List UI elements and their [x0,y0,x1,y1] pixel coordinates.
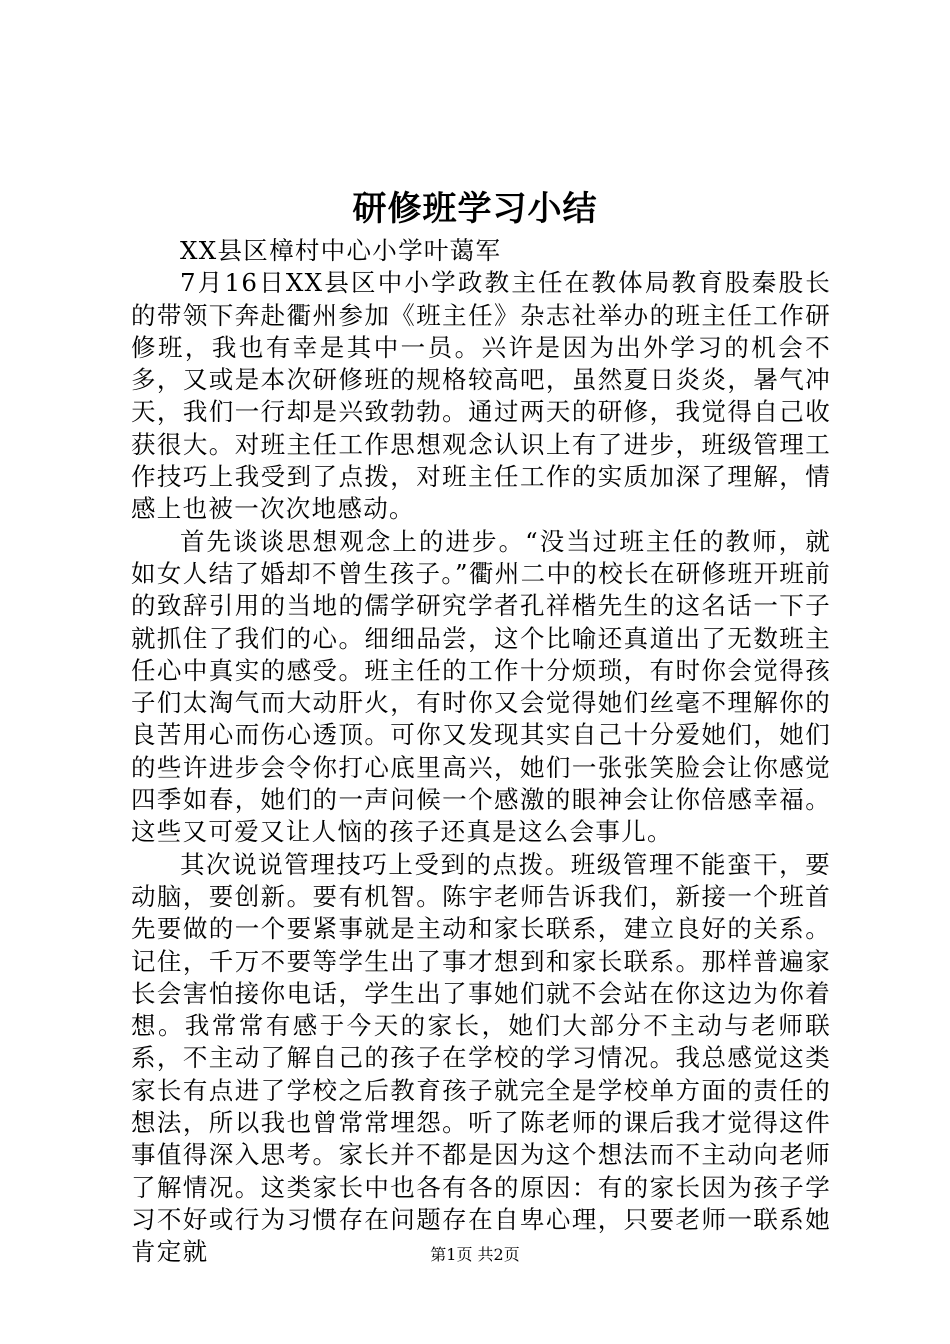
document-title: 研修班学习小结 [352,189,598,229]
document-body [131,235,831,1269]
paragraph-1: 7月16日XX县区中小学政教主任在教体局教育股秦股长的带领下奔赴衢州参加《班主任》杂志社举办的班主任工作研修班，我也有幸是其中一员。兴许是因为出外学习的机会不多，又或是本次研修班的规格较高吧，虽然夏日炎炎，暑气冲天，我们一行却是兴致勃勃。通过两天的研修，我觉得自己收获很大。对班主任工作思想观念认识上有了进步，班级管理工作技巧上我受到了点拨，对班主任工作的实质加深了理解，情感上也被一次次地感动。 [131,268,831,524]
author-line: XX县区樟村中心小学叶蔼军 [180,236,502,265]
page-number-footer: 第1页 共2页 [430,1245,520,1264]
paragraph-2: 首先谈谈思想观念上的进步。“没当过班主任的教师，就如女人结了婚却不曾生孩子。”衢州二中的校长在研修班开班前的致辞引用的当地的儒学研究学者孔祥楷先生的这名话一下子就抓住了我们的心。细细品尝，这个比喻还真道出了无数班主任心中真实的感受。班主任的工作十分烦琐，有时你会觉得孩子们太淘气而大动肝火，有时你又会觉得她们丝毫不理解你的良苦用心而伤心透顶。可你又发现其实自己十分爱她们，她们的些许进步会令你打心底里高兴，她们一张张笑脸会让你感觉四季如春，她们的一声问候一个感激的眼神会让你倍感幸福。这些又可爱又让人恼的孩子还真是这么会事儿。 [131,526,831,847]
paragraph-3: 其次说说管理技巧上受到的点拨。班级管理不能蛮干，要动脑，要创新。要有机智。陈宇老师告诉我们，新接一个班首先要做的一个要紧事就是主动和家长联系，建立良好的关系。记住，千万不要等学生出了事才想到和家长联系。那样普遍家长会害怕接你电话，学生出了事她们就不会站在你这边为你着想。我常常有感于今天的家长，她们大部分不主动与老师联系，不主动了解自己的孩子在学校的学习情况。我总感觉这类家长有点进了学校之后教育孩子就完全是学校单方面的责任的想法，所以我也曾常常埋怨。听了陈老师的课后我才觉得这件事值得深入思考。家长并不都是因为这个想法而不主动向老师了解情况。这类家长中也各有各的原因：有的家长因为孩子学习不好或行为习惯存在问题存在自卑心理，只要老师一联系她肯定就 [131,849,831,1267]
